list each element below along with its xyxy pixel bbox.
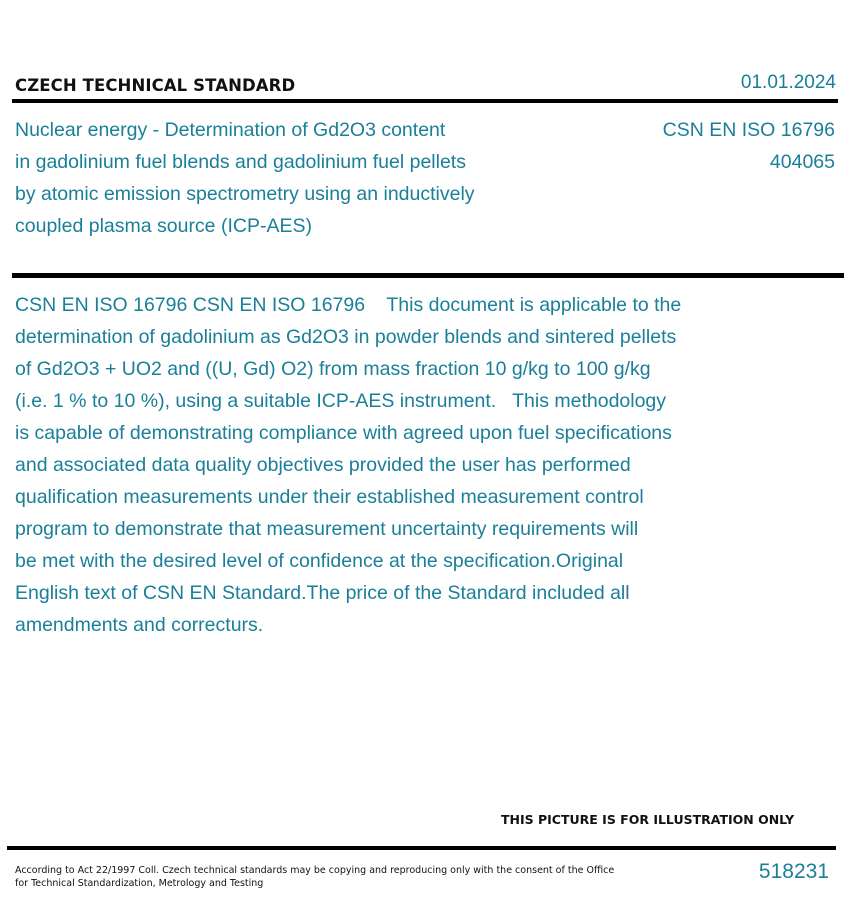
abstract-line: English text of CSN EN Standard.The price of the Standard included all bbox=[15, 582, 630, 604]
standard-designation: CSN EN ISO 16796 bbox=[662, 119, 835, 141]
title-line: Nuclear energy - Determination of Gd2O3 content bbox=[15, 119, 446, 141]
classification-code: 404065 bbox=[769, 151, 835, 173]
abstract-line: amendments and correcturs. bbox=[15, 614, 264, 636]
title-line: by atomic emission spectrometry using an inductively bbox=[15, 183, 475, 205]
standard-abstract bbox=[15, 289, 775, 641]
document-type-label: CZECH TECHNICAL STANDARD bbox=[15, 76, 296, 95]
title-line: in gadolinium fuel blends and gadolinium fuel pellets bbox=[15, 151, 466, 173]
catalog-number: 518231 bbox=[758, 860, 829, 883]
abstract-line: qualification measurements under their established measurement control bbox=[15, 486, 644, 508]
legal-line: for Technical Standardization, Metrology and Testing bbox=[15, 878, 264, 889]
abstract-line: of Gd2O3 + UO2 and ((U, Gd) O2) from mass fraction 10 g/kg to 100 g/kg bbox=[15, 358, 651, 380]
illustration-disclaimer: THIS PICTURE IS FOR ILLUSTRATION ONLY bbox=[501, 812, 795, 827]
footer-divider bbox=[7, 846, 836, 850]
abstract-line: is capable of demonstrating compliance with agreed upon fuel specifications bbox=[15, 422, 672, 444]
legal-notice bbox=[15, 864, 615, 890]
title-divider bbox=[12, 273, 844, 278]
abstract-line: (i.e. 1 % to 10 %), using a suitable ICP-AES instrument. This methodology bbox=[15, 390, 667, 412]
title-line: coupled plasma source (ICP-AES) bbox=[15, 215, 312, 237]
standard-identifiers bbox=[663, 114, 835, 178]
header-divider bbox=[12, 99, 838, 103]
abstract-line: be met with the desired level of confidence at the specification.Original bbox=[15, 550, 624, 572]
standard-title bbox=[15, 114, 615, 242]
abstract-line: program to demonstrate that measurement uncertainty requirements will bbox=[15, 518, 639, 540]
effective-date: 01.01.2024 bbox=[740, 72, 836, 93]
legal-line: According to Act 22/1997 Coll. Czech technical standards may be copying and reproducing only with the consent of the Office bbox=[15, 865, 615, 876]
abstract-line: CSN EN ISO 16796 CSN EN ISO 16796 This document is applicable to the bbox=[15, 294, 682, 316]
abstract-line: determination of gadolinium as Gd2O3 in powder blends and sintered pellets bbox=[15, 326, 677, 348]
abstract-line: and associated data quality objectives provided the user has performed bbox=[15, 454, 631, 476]
